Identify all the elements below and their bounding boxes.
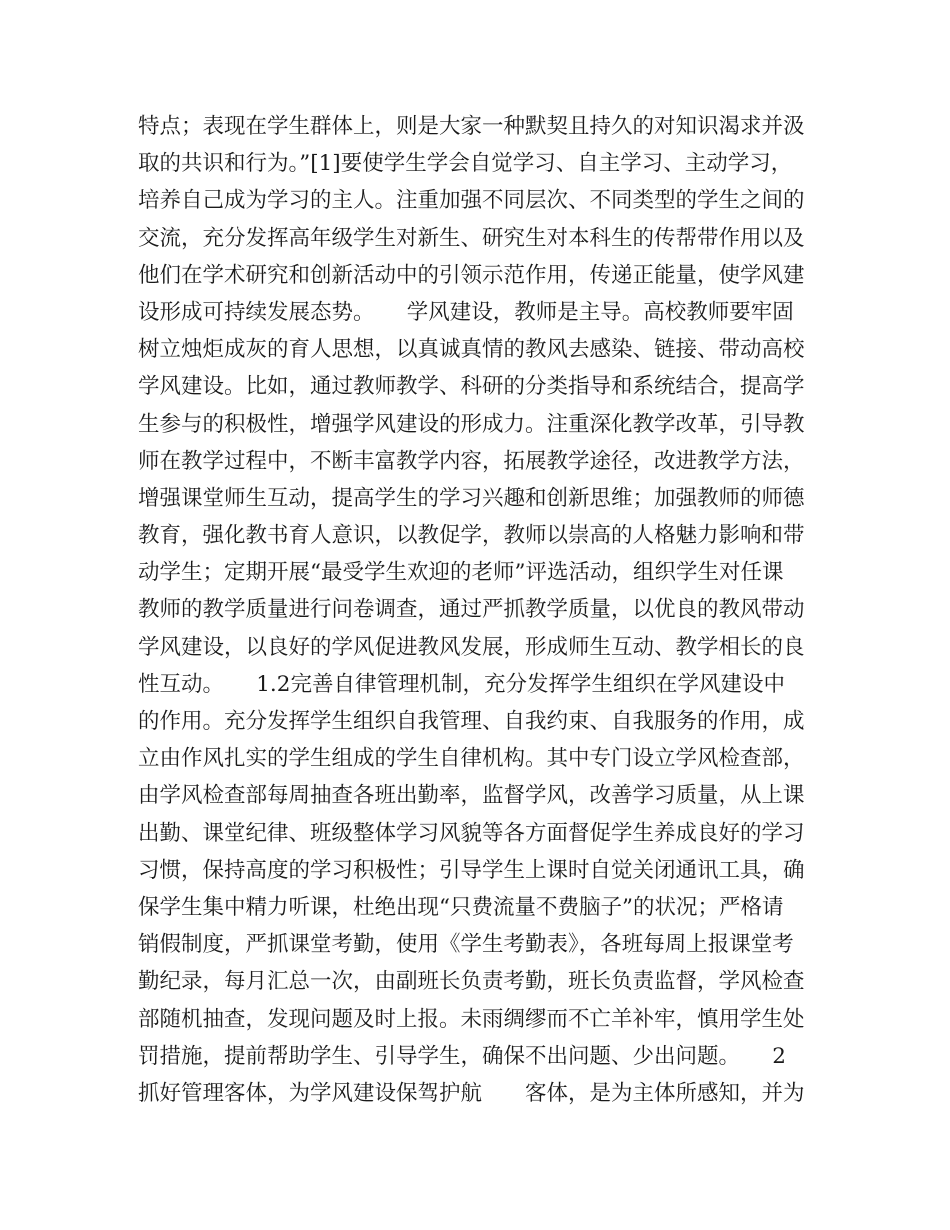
text-line: 师在教学过程中，不断丰富教学内容，拓展教学途径，改进教学方法， bbox=[138, 448, 805, 474]
text-line: 取的共识和行为。”[1]要使学生学会自觉学习、自主学习、主动学习， bbox=[138, 151, 793, 177]
text-line: 由学风检查部每周抽查各班出勤率，监督学风，改善学习质量，从上课 bbox=[138, 783, 805, 809]
text-line: 性互动。 1.2完善自律管理机制，充分发挥学生组织在学风建设中 bbox=[138, 671, 785, 697]
text-line: 培养自己成为学习的主人。注重加强不同层次、不同类型的学生之间的 bbox=[138, 188, 805, 214]
text-line: 教育，强化教书育人意识，以教促学，教师以崇高的人格魅力影响和带 bbox=[138, 523, 805, 549]
text-line: 教师的教学质量进行问卷调查，通过严抓教学质量，以优良的教风带动 bbox=[138, 597, 805, 623]
text-line: 出勤、课堂纪律、班级整体学习风貌等各方面督促学生养成良好的学习 bbox=[138, 820, 805, 846]
text-line: 学风建设，以良好的学风促进教风发展，形成师生互动、教学相长的良 bbox=[138, 634, 805, 660]
text-line: 销假制度，严抓课堂考勤，使用《学生考勤表》，各班每周上报课堂考 bbox=[138, 932, 794, 958]
text-line: 的作用。充分发挥学生组织自我管理、自我约束、自我服务的作用，成 bbox=[138, 709, 805, 734]
text-line: 设形成可持续发展态势。 学风建设，教师是主导。高校教师要牢固 bbox=[138, 299, 794, 325]
text-line: 保学生集中精力听课，杜绝出现“只费流量不费脑子”的状况；严格请 bbox=[138, 894, 784, 920]
text-line: 罚措施，提前帮助学生、引导学生，确保不出问题、少出问题。 2 bbox=[138, 1043, 786, 1069]
text-line: 立由作风扎实的学生组成的学生自律机构。其中专门设立学风检查部， bbox=[138, 746, 805, 772]
text-line: 树立烛炬成灰的育人思想，以真诚真情的教风去感染、链接、带动高校 bbox=[138, 337, 805, 363]
text-line: 特点；表现在学生群体上，则是大家一种默契且持久的对知识渴求并汲 bbox=[138, 114, 805, 139]
body-text bbox=[138, 108, 818, 1112]
text-line: 增强课堂师生互动，提高学生的学习兴趣和创新思维；加强教师的师德 bbox=[138, 485, 805, 511]
text-line: 勤纪录，每月汇总一次，由副班长负责考勤，班长负责监督，学风检查 bbox=[138, 969, 805, 995]
text-line: 交流，充分发挥高年级学生对新生、研究生对本科生的传帮带作用以及 bbox=[138, 225, 805, 251]
text-line: 抓好管理客体，为学风建设保驾护航 客体，是为主体所感知，并为 bbox=[138, 1080, 805, 1106]
text-line: 习惯，保持高度的学习积极性；引导学生上课时自觉关闭通讯工具，确 bbox=[138, 857, 805, 883]
text-line: 学风建设。比如，通过教师教学、科研的分类指导和系统结合，提高学 bbox=[138, 374, 805, 400]
text-line: 动学生；定期开展“最受学生欢迎的老师”评选活动，组织学生对任课 bbox=[138, 560, 784, 586]
text-line: 他们在学术研究和创新活动中的引领示范作用，传递正能量，使学风建 bbox=[138, 262, 805, 288]
text-line: 部随机抽查，发现问题及时上报。未雨绸缪而不亡羊补牢，慎用学生处 bbox=[138, 1006, 805, 1032]
text-line: 生参与的积极性，增强学风建设的形成力。注重深化教学改革，引导教 bbox=[138, 411, 805, 437]
